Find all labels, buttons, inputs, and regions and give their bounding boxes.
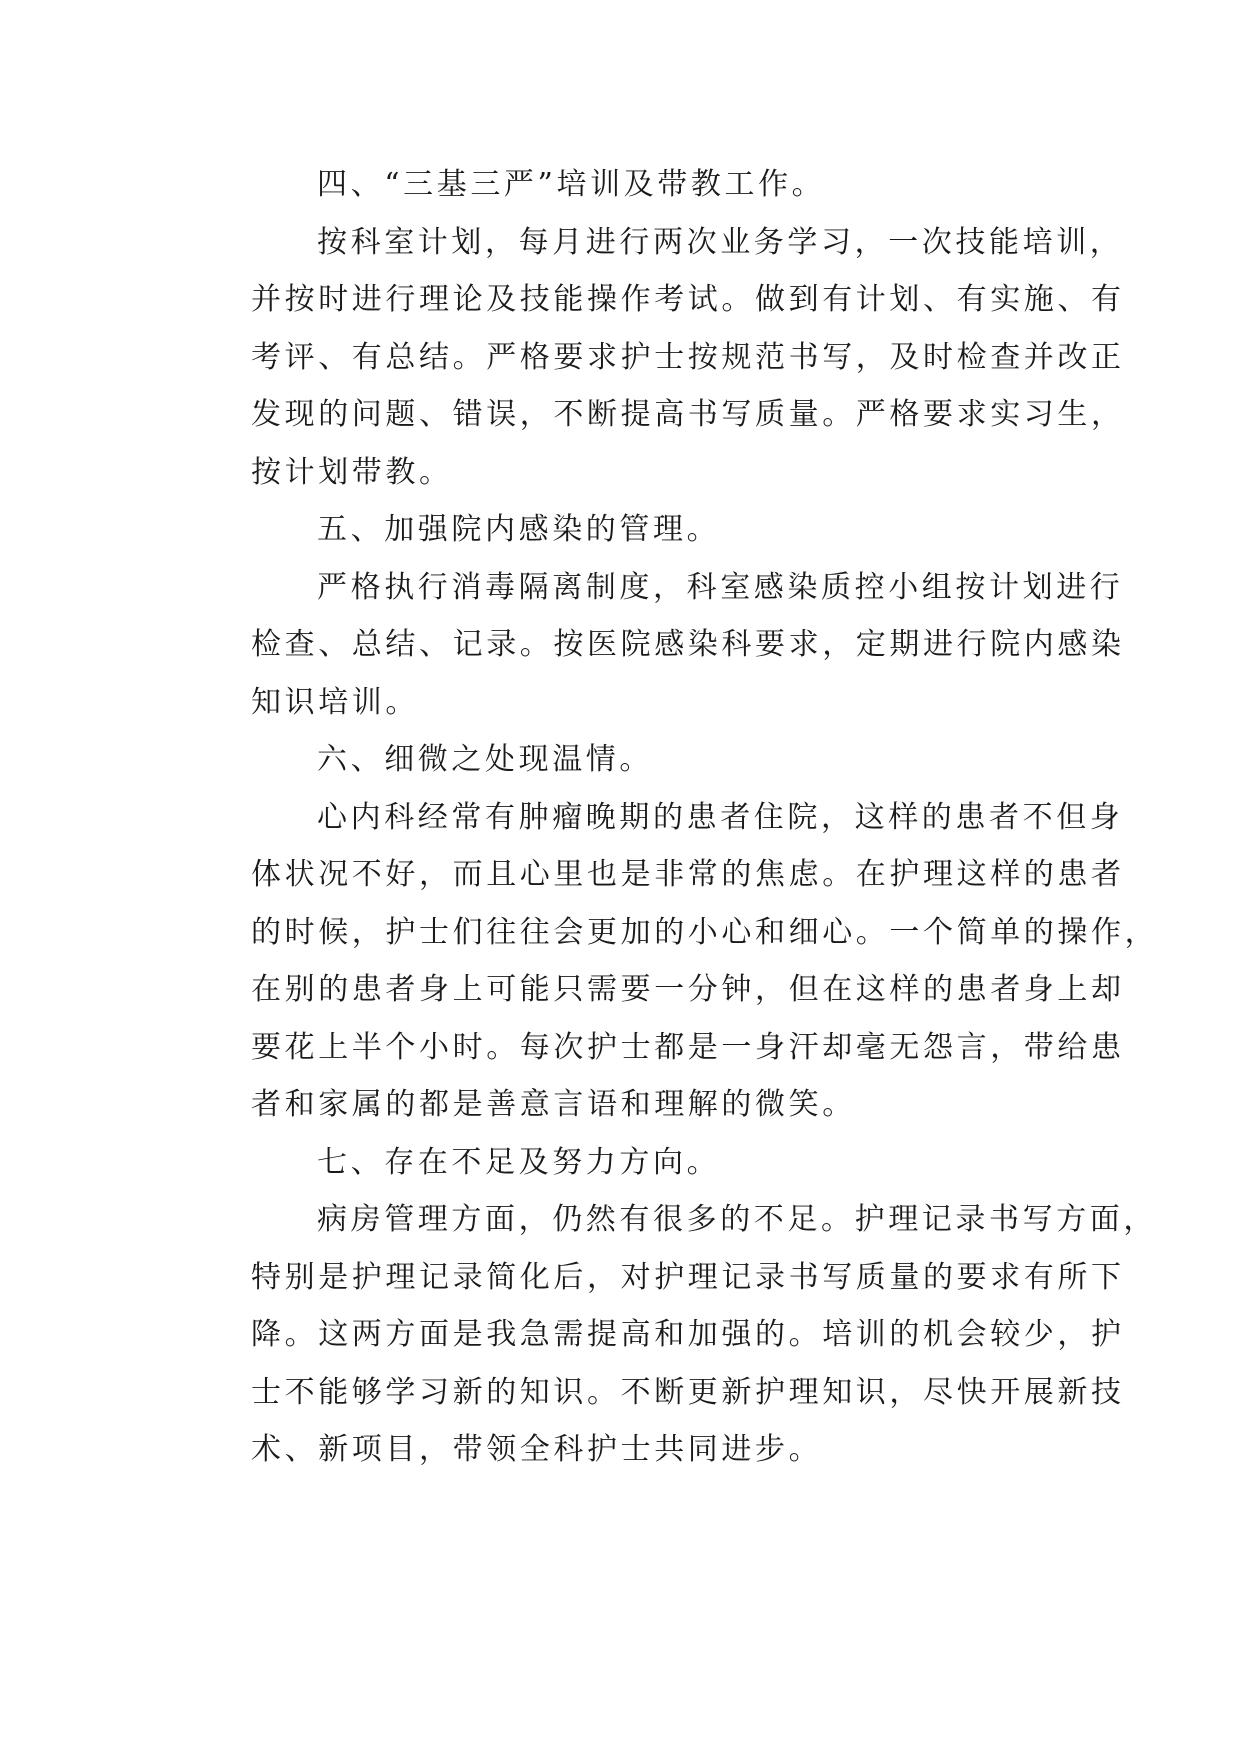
paragraph-line: 特别是护理记录简化后，对护理记录书写质量的要求有所下 (251, 1259, 1125, 1295)
paragraph-line: 按计划带教。 (251, 454, 453, 490)
section-paragraph (191, 214, 1125, 502)
paragraph-line: 要花上半个小时。每次护士都是一身汗却毫无怨言，带给患 (251, 1029, 1125, 1065)
section-paragraph (191, 1191, 1157, 1479)
heading-text: 五、加强院内感染的管理。 (317, 512, 721, 547)
paragraph-line: 严格执行消毒隔离制度，科室感染质控小组按计划进行 (317, 569, 1124, 605)
paragraph-line: 并按时进行理论及技能操作考试。做到有计划、有实施、有 (251, 282, 1125, 317)
paragraph-line: 士不能够学习新的知识。不断更新护理知识，尽快开展新技 (251, 1374, 1125, 1410)
paragraph-line: 降。这两方面是我急需提高和加强的。培训的机会较少，护 (251, 1317, 1125, 1352)
document-body (191, 156, 1159, 1479)
section-heading (191, 156, 1051, 214)
paragraph-line: 的时候，护士们往往会更加的小心和细心。一个简单的操作， (251, 914, 1159, 950)
paragraph-line: 者和家属的都是善意言语和理解的微笑。 (251, 1087, 856, 1122)
section-heading (191, 501, 1051, 559)
paragraph-line: 在别的患者身上可能只需要一分钟，但在这样的患者身上却 (251, 972, 1125, 1007)
section-heading (191, 1134, 1051, 1192)
section-paragraph (191, 789, 1159, 1134)
paragraph-line: 病房管理方面，仍然有很多的不足。护理记录书写方面， (317, 1202, 1157, 1237)
paragraph-line: 体状况不好，而且心里也是非常的焦虑。在护理这样的患者 (251, 857, 1125, 892)
heading-text: 四、“三基三严”培训及带教工作。 (317, 167, 826, 202)
paragraph-line: 知识培训。 (251, 684, 419, 720)
heading-text: 七、存在不足及努力方向。 (317, 1144, 721, 1180)
paragraph-line: 术、新项目，带领全科护士共同进步。 (251, 1432, 823, 1467)
paragraph-line: 按科室计划，每月进行两次业务学习，一次技能培训， (317, 224, 1124, 260)
paragraph-line: 心内科经常有肿瘤晚期的患者住院，这样的患者不但身 (317, 799, 1124, 835)
section-paragraph (191, 559, 1125, 732)
paragraph-line: 考评、有总结。严格要求护士按规范书写，及时检查并改正 (251, 339, 1125, 375)
section-heading (191, 731, 1051, 789)
paragraph-line: 检查、总结、记录。按医院感染科要求，定期进行院内感染 (251, 627, 1125, 662)
heading-text: 六、细微之处现温情。 (317, 742, 653, 777)
paragraph-line: 发现的问题、错误，不断提高书写质量。严格要求实习生， (251, 397, 1125, 432)
